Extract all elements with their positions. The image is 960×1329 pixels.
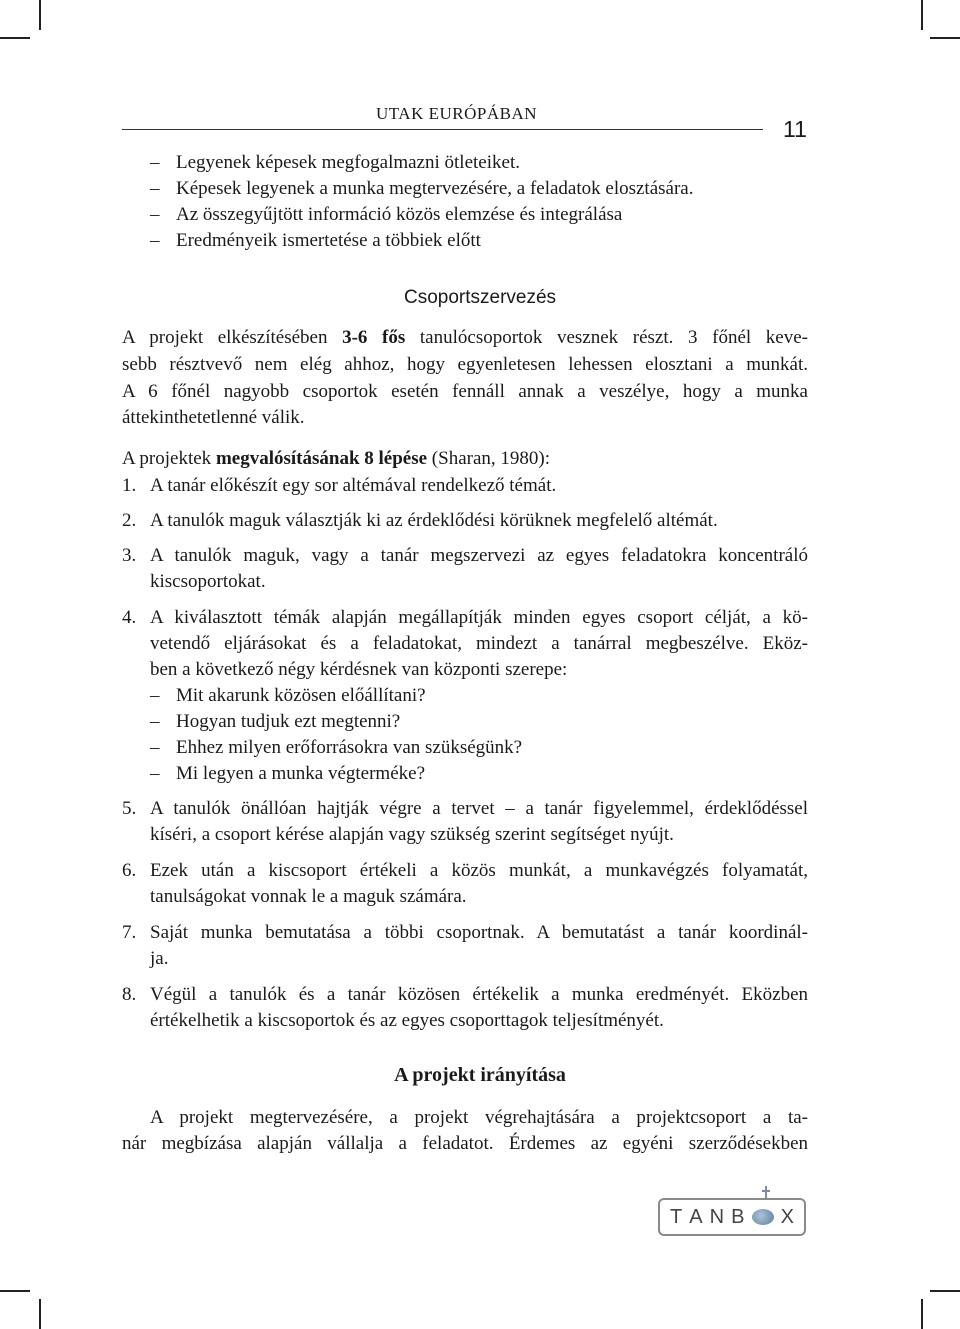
crop-mark [39,1299,41,1329]
header-rule [122,129,763,130]
step-number: 7. [122,922,137,943]
crop-mark [921,1299,923,1329]
list-item: – Képesek legyenek a munka megtervezésére, a feladatok elosztására. [150,176,693,202]
step-number: 3. [122,545,137,566]
running-header: UTAK EURÓPÁBAN [376,104,538,123]
paragraph-line: A projekt elkészítésében 3-6 fős tanulócsoportok vesznek részt. 3 főnél keve- [122,327,808,348]
section-heading: A projekt irányítása [394,1064,566,1086]
list-item: – Ehhez milyen erőforrásokra van szükségünk? [150,735,522,761]
crop-mark [921,0,923,30]
paragraph-line: A projekt megtervezésére, a projekt végrehajtására a projektcsoport a ta- [150,1107,808,1128]
dash-bullet: – [150,763,160,784]
dash-bullet: – [150,178,160,199]
step-text: ben a következő négy kérdésnek van központi szerepe: [150,659,568,680]
step-number: 4. [122,607,137,628]
step-text: tanulságokat vonnak le a maguk számára. [150,886,467,907]
step-number: 5. [122,798,137,819]
step-text: vetendő eljárásokat és a feladatokat, mindezt a tanárral megbeszélve. Eköz- [150,633,808,654]
crop-mark [930,37,960,39]
step-text: A tanulók maguk választják ki az érdeklődési körüknek megfelelő altémát. [150,510,718,531]
list-item: – Eredményeik ismertetése a többiek előtt [150,228,481,254]
step-text: ja. [150,948,169,969]
dash-bullet: – [150,230,160,251]
step-text: A tanár előkészít egy sor altémával rendelkező témát. [150,475,557,496]
crop-mark [39,0,41,30]
crop-mark [0,37,30,39]
dash-bullet: – [150,152,160,173]
paragraph-line: nár megbízása alapján vállalja a feladatot. Érdemes az egyéni szerződésekben [122,1133,808,1154]
dash-bullet: – [150,685,160,706]
step-text: A kiválasztott témák alapján megállapítják minden egyes csoport célját, a kö- [150,607,808,628]
section-heading: Csoportszervezés [403,287,557,308]
step-number: 6. [122,860,137,881]
step-text: Saját munka bemutatása a többi csoportnak. A bemutatást a tanár koordinál- [150,922,808,943]
page-number: 11 [783,116,807,142]
step-text: Végül a tanulók és a tanár közösen értékelik a munka eredményét. Eközben [150,984,808,1005]
list-item: – Legyenek képesek megfogalmazni ötleteiket. [150,150,520,176]
step-number: 1. [122,475,137,496]
step-text: Ezek után a kiscsoport értékeli a közös munkát, a munkavégzés folyamatát, [150,860,808,881]
dash-bullet: – [150,737,160,758]
list-item: – Mi legyen a munka végterméke? [150,761,425,787]
step-text: kiscsoportokat. [150,571,266,592]
list-item: – Hogyan tudjuk ezt megtenni? [150,709,400,735]
step-text: A tanulók önállóan hajtják végre a tervet – a tanár figyelemmel, érdeklődéssel [150,798,808,819]
paragraph-line: A 6 főnél nagyobb csoportok esetén fennáll annak a veszélye, hogy a munka [122,381,808,402]
list-item: – Az összegyűjtött információ közös elemzése és integrálása [150,202,622,228]
paragraph-line: sebb résztvevő nem elég ahhoz, hogy egyenletesen lehessen elosztani a munkát. [122,354,808,375]
step-number: 8. [122,984,137,1005]
globe-icon [752,1209,774,1225]
dash-bullet: – [150,204,160,225]
step-text: kíséri, a csoport kérése alapján vagy szükség szerint segítséget nyújt. [150,824,674,845]
crop-mark [930,1290,960,1292]
list-item: – Mit akarunk közösen előállítani? [150,683,426,709]
tanbox-logo: T A N B X [658,1198,806,1236]
dash-bullet: – [150,711,160,732]
crop-mark [0,1290,30,1292]
paragraph-line: áttekinthetetlenné válik. [122,407,305,428]
step-text: értékelhetik a kiscsoportok és az egyes csoporttagok teljesítményét. [150,1010,664,1031]
step-number: 2. [122,510,137,531]
steps-intro: A projektek megvalósításának 8 lépése (Sharan, 1980): [122,448,550,469]
step-text: A tanulók maguk, vagy a tanár megszervezi az egyes feladatokra koncentráló [150,545,808,566]
